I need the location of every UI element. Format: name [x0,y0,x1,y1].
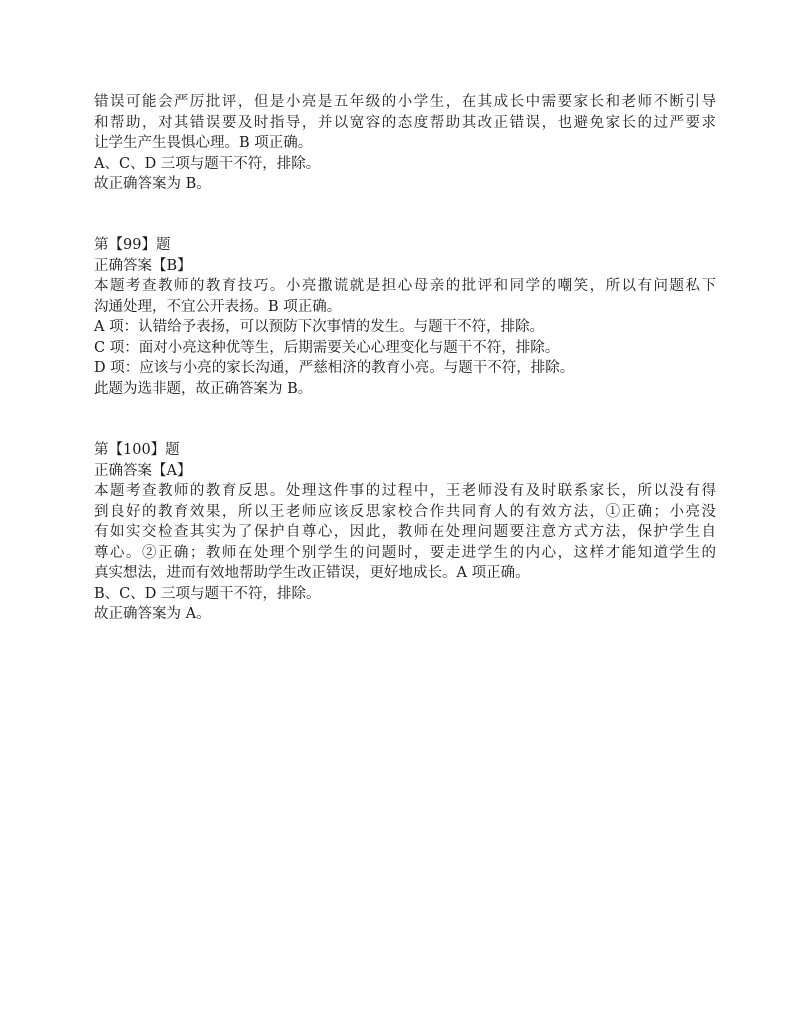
explanation-line: 尊心。②正确；教师在处理个别学生的问题时，要走进学生的内心，这样才能知道学生的 [94,544,716,561]
explanation-line: 到良好的教育效果，所以王老师应该反思家校合作共同育人的有效方法，①正确；小亮没 [94,503,716,520]
paragraph-line: 和帮助，对其错误要及时指导，并以宽容的态度帮助其改正错误，也避免家长的过严要求 [94,114,716,131]
question-100-section [94,440,716,625]
correct-answer-label: 正确答案【B】 [94,257,192,274]
option-exclusion: B、C、D 三项与题干不符，排除。 [94,585,321,602]
correct-answer-label: 正确答案【A】 [94,462,192,479]
question-heading: 第【99】题 [94,237,171,253]
explanation-line: 沟通处理，不宜公开表扬。B 项正确。 [94,298,342,315]
explanation-line: 有如实交检查其实为了保护自尊心，因此，教师在处理问题要注意方式方法，保护学生自 [94,524,716,540]
explanation-line: 真实想法，进而有效地帮助学生改正错误，更好地成长。A 项正确。 [94,565,530,581]
explanation-line: 本题考查教师的教育反思。处理这件事的过程中，王老师没有及时联系家长，所以没有得 [94,483,716,499]
answer-conclusion: 此题为选非题，故正确答案为 B。 [94,380,313,397]
answer-conclusion: 故正确答案为 B。 [94,176,211,192]
option-analysis: D 项：应该与小亮的家长沟通，严慈相济的教育小亮。与题干不符，排除。 [94,360,575,376]
intro-section [94,92,716,195]
option-analysis: A 项：认错给予表扬，可以预防下次事情的发生。与题干不符，排除。 [94,319,545,335]
question-heading: 第【100】题 [94,442,180,458]
answer-conclusion: 故正确答案为 A。 [94,606,211,622]
option-analysis: C 项：面对小亮这种优等生，后期需要关心心理变化与题干不符，排除。 [94,339,560,356]
explanation-line: 本题考查教师的教育技巧。小亮撒谎就是担心母亲的批评和同学的嘲笑，所以有问题私下 [94,278,716,294]
paragraph-line: 让学生产生畏惧心理。B 项正确。 [94,135,313,151]
question-99-section [94,235,716,399]
option-exclusion: A、C、D 三项与题干不符，排除。 [94,155,321,172]
paragraph-line: 错误可能会严厉批评，但是小亮是五年级的小学生，在其成长中需要家长和老师不断引导 [94,94,716,110]
